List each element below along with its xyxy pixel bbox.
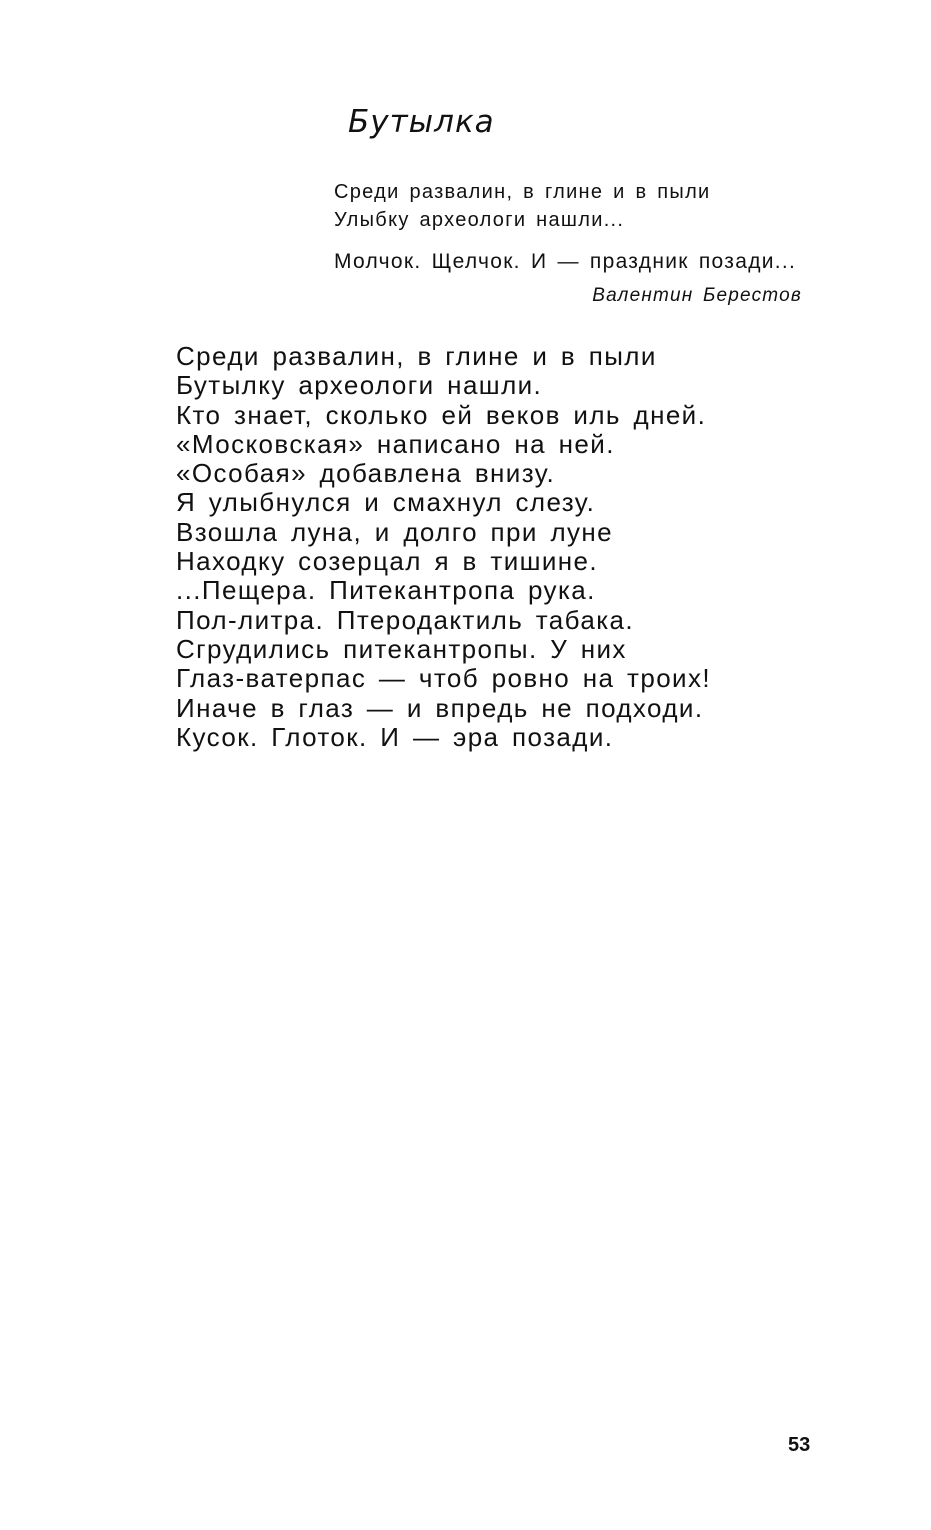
poem-body <box>176 342 816 752</box>
poem-title: Бутылка <box>348 104 495 140</box>
poem-line: Кто знает, сколько ей веков иль дней. <box>176 399 707 430</box>
poem-line: Иначе в глаз — и впредь не подходи. <box>176 692 704 723</box>
poem-line: «Московская» написано на ней. <box>176 428 615 459</box>
poem-line: Находку созерцал я в тишине. <box>176 546 599 577</box>
page-number: 53 <box>788 1434 811 1456</box>
poem-line: Бутылку археологи нашли. <box>176 370 543 401</box>
poem-line: Пол-литра. Птеродактиль табака. <box>176 604 635 635</box>
epigraph-line: Улыбку археологи нашли... <box>334 209 625 231</box>
poem-line: ...Пещера. Питекантропа рука. <box>176 575 596 606</box>
epigraph-author: Валентин Берестов <box>592 285 802 306</box>
poem-line: Среди развалин, в глине и в пыли <box>176 341 657 371</box>
poem-line: Кусок. Глоток. И — эра позади. <box>176 721 614 752</box>
poem-line: Глаз-ватерпас — чтоб ровно на троих! <box>176 663 711 694</box>
poem-line: «Особая» добавлена внизу. <box>176 458 556 489</box>
epigraph <box>334 178 814 310</box>
poem-line: Я улыбнулся и смахнул слезу. <box>176 487 596 518</box>
epigraph-line: Среди развалин, в глине и в пыли <box>334 181 711 203</box>
poem-line: Взошла луна, и долго при луне <box>176 516 614 547</box>
epigraph-line: Молчок. Щелчок. И — праздник позади... <box>334 250 797 273</box>
poem-line: Сгрудились питекантропы. У них <box>176 633 627 664</box>
